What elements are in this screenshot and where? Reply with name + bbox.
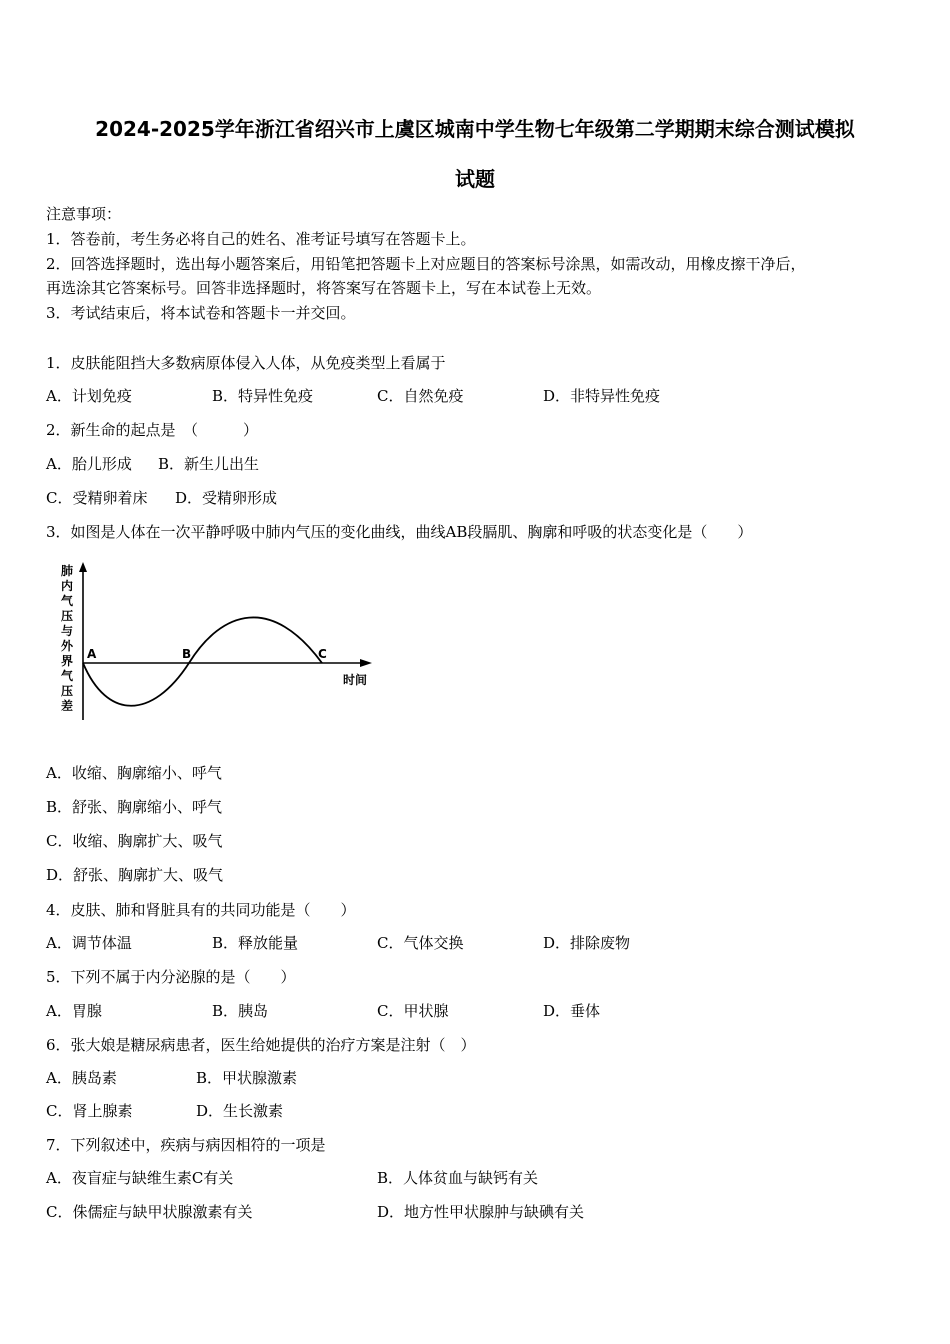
q7-option-d: D．地方性甲状腺肿与缺碘有关 <box>377 1203 585 1221</box>
q3-option-d: D．舒张、胸廓扩大、吸气 <box>46 866 224 884</box>
q5-option-b: B．胰岛 <box>212 1002 269 1020</box>
pressure-curve-figure <box>52 560 382 725</box>
y-label-char: 气 <box>61 594 74 608</box>
y-label-char: 与 <box>61 624 74 638</box>
q4-option-b: B．释放能量 <box>212 934 299 952</box>
question-2-stem: 2．新生命的起点是 （ ） <box>46 421 259 439</box>
document-title-line-2: 试题 <box>455 167 495 191</box>
question-3-stem: 3．如图是人体在一次平静呼吸中肺内气压的变化曲线，曲线AB段膈肌、胸廓和呼吸的状态变化是（ ） <box>46 523 753 541</box>
q5-option-a: A．胃腺 <box>46 1002 102 1020</box>
q6-option-b: B．甲状腺激素 <box>196 1069 298 1087</box>
y-label-char: 外 <box>61 639 74 653</box>
q6-option-d: D．生长激素 <box>196 1102 284 1120</box>
q7-option-b: B．人体贫血与缺钙有关 <box>377 1169 539 1187</box>
pressure-curve <box>83 617 322 705</box>
point-b-label: B <box>182 647 192 661</box>
question-7-stem: 7．下列叙述中，疾病与病因相符的一项是 <box>46 1136 326 1154</box>
x-axis-label: 时间 <box>343 673 368 687</box>
q4-option-d: D．排除废物 <box>543 934 631 952</box>
q1-option-c: C．自然免疫 <box>377 387 464 405</box>
y-label-char: 压 <box>61 609 74 623</box>
notice-item: 再选涂其它答案标号。回答非选择题时，将答案写在答题卡上，写在本试卷上无效。 <box>46 279 602 297</box>
q1-option-b: B．特异性免疫 <box>212 387 314 405</box>
notice-item: 2．回答选择题时，选出每小题答案后，用铅笔把答题卡上对应题目的答案标号涂黑，如需改动，用橡皮擦干净后， <box>46 255 806 273</box>
y-axis-label <box>61 563 74 713</box>
notice-item: 3．考试结束后，将本试卷和答题卡一并交回。 <box>46 304 356 322</box>
q7-option-c: C．侏儒症与缺甲状腺激素有关 <box>46 1203 253 1221</box>
q5-option-c: C．甲状腺 <box>377 1002 449 1020</box>
notice-heading: 注意事项： <box>46 205 122 223</box>
y-label-char: 气 <box>61 669 74 683</box>
y-label-char: 界 <box>61 654 74 668</box>
q2-option-c: C．受精卵着床 <box>46 489 148 507</box>
q5-option-d: D．垂体 <box>543 1002 601 1020</box>
q7-option-a: A．夜盲症与缺维生素C有关 <box>46 1169 234 1187</box>
q3-option-b: B．舒张、胸廓缩小、呼气 <box>46 798 223 816</box>
document-title-line-1: 2024-2025学年浙江省绍兴市上虞区城南中学生物七年级第二学期期末综合测试模拟 <box>95 117 855 141</box>
y-label-char: 内 <box>61 579 74 593</box>
y-label-char: 压 <box>61 684 74 698</box>
q1-option-d: D．非特异性免疫 <box>543 387 661 405</box>
q4-option-a: A．调节体温 <box>46 934 132 952</box>
point-c-label: C <box>318 647 327 661</box>
point-a-label: A <box>87 647 97 661</box>
y-label-char: 肺 <box>61 564 74 578</box>
question-6-stem: 6．张大娘是糖尿病患者，医生给她提供的治疗方案是注射（ ） <box>46 1036 476 1054</box>
notice-item: 1．答卷前，考生务必将自己的姓名、准考证号填写在答题卡上。 <box>46 230 476 248</box>
q3-option-a: A．收缩、胸廓缩小、呼气 <box>46 764 222 782</box>
q1-option-a: A．计划免疫 <box>46 387 132 405</box>
y-label-char: 差 <box>61 699 74 713</box>
q6-option-a: A．胰岛素 <box>46 1069 117 1087</box>
y-axis-arrow <box>79 562 87 572</box>
question-4-stem: 4．皮肤、肺和肾脏具有的共同功能是（ ） <box>46 901 356 919</box>
q2-option-d: D．受精卵形成 <box>175 489 278 507</box>
q6-option-c: C．肾上腺素 <box>46 1102 133 1120</box>
q3-option-c: C．收缩、胸廓扩大、吸气 <box>46 832 223 850</box>
question-1-stem: 1．皮肤能阻挡大多数病原体侵入人体，从免疫类型上看属于 <box>46 354 446 372</box>
q4-option-c: C．气体交换 <box>377 934 464 952</box>
question-5-stem: 5．下列不属于内分泌腺的是（ ） <box>46 968 296 986</box>
q2-option-a: A．胎儿形成 <box>46 455 132 473</box>
x-axis-arrow <box>360 659 372 667</box>
q2-option-b: B．新生儿出生 <box>158 455 260 473</box>
